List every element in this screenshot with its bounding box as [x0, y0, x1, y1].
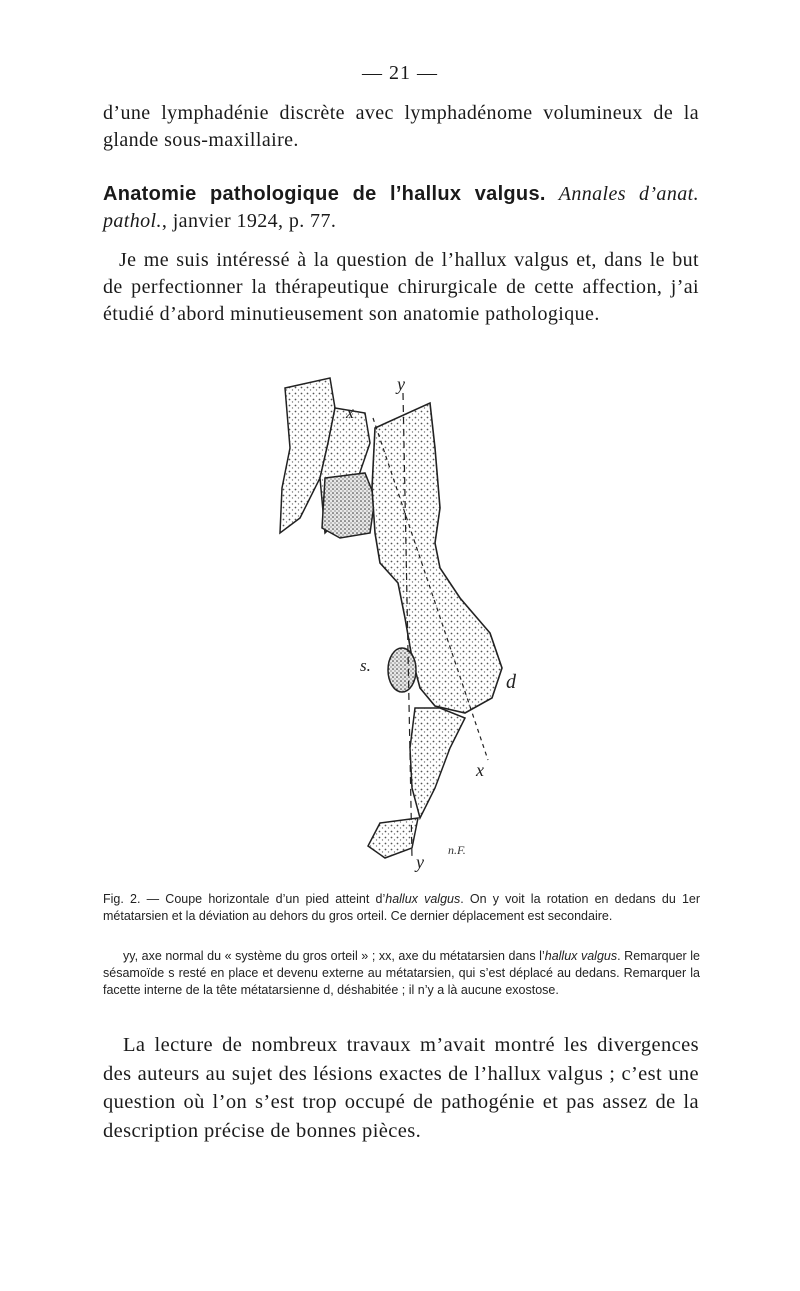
reference-details: , janvier 1924, p. 77.: [161, 210, 337, 232]
intro-paragraph: d’une lymphadénie discrète avec lymphadénome volumineux de la glande sous-maxillaire.: [103, 102, 699, 151]
proximal-phalanx-bone: [410, 708, 465, 818]
figure-legend-note: [103, 948, 700, 999]
reference-paragraph: [103, 181, 699, 235]
cuneiform-bone-lower: [322, 473, 375, 538]
sesamoid-bone: [388, 648, 416, 692]
legend-italic: hallux valgus: [544, 949, 618, 963]
label-x-bottom: x: [476, 760, 484, 780]
foot-section-figure: [240, 368, 580, 883]
page-number: — 21 —: [362, 62, 438, 84]
label-s: s.: [360, 656, 371, 675]
label-y-bottom: y: [416, 852, 424, 872]
label-x-top: x: [346, 402, 354, 422]
artist-signature: n.F.: [448, 843, 466, 857]
body-paragraph: Je me suis intéressé à la question de l’hallux valgus et, dans le but de perfectionner la thérapeutique chirurgicale de cette affection, j’ai étudié d’abord minutieusement son anatomie pathologique.: [103, 249, 699, 325]
caption-text: Fig. 2. — Coupe horizontale d’un pied atteint d’: [103, 892, 386, 906]
distal-phalanx-bone: [368, 818, 418, 858]
legend-text-end: . Remarquer le sésamoïde s resté en place et devenu externe au métatarsien, qui s’est déplacé au dedans. Remarquer la facette interne de la tête métatarsienne d, déshabitée ; il n’y a là aucune exostose.: [103, 949, 701, 997]
label-d: d: [506, 671, 516, 693]
caption-text-end: . On y voit la rotation en dedans du 1er métatarsien et la déviation au dehors du gros orteil. Ce dernier déplacement est secondaire.: [103, 892, 701, 923]
figure-caption: [103, 891, 700, 925]
final-paragraph: La lecture de nombreux travaux m’avait montré les divergences des auteurs au sujet des lésions exactes de l’hallux valgus ; c’est une question où l’on s’est trop occupé de pathogénie et pas assez de la description précise de bonnes pièces.: [103, 1034, 699, 1142]
reference-title: Anatomie pathologique de l’hallux valgus.: [103, 183, 546, 205]
foot-section-illustration: [240, 368, 580, 883]
label-y-top: y: [397, 374, 405, 394]
caption-italic: hallux valgus: [385, 892, 461, 906]
reference-journal: Annales d’anat. pathol.: [103, 183, 699, 232]
legend-text: yy, axe normal du « système du gros orteil » ; xx, axe du métatarsien dans l’: [123, 949, 545, 963]
